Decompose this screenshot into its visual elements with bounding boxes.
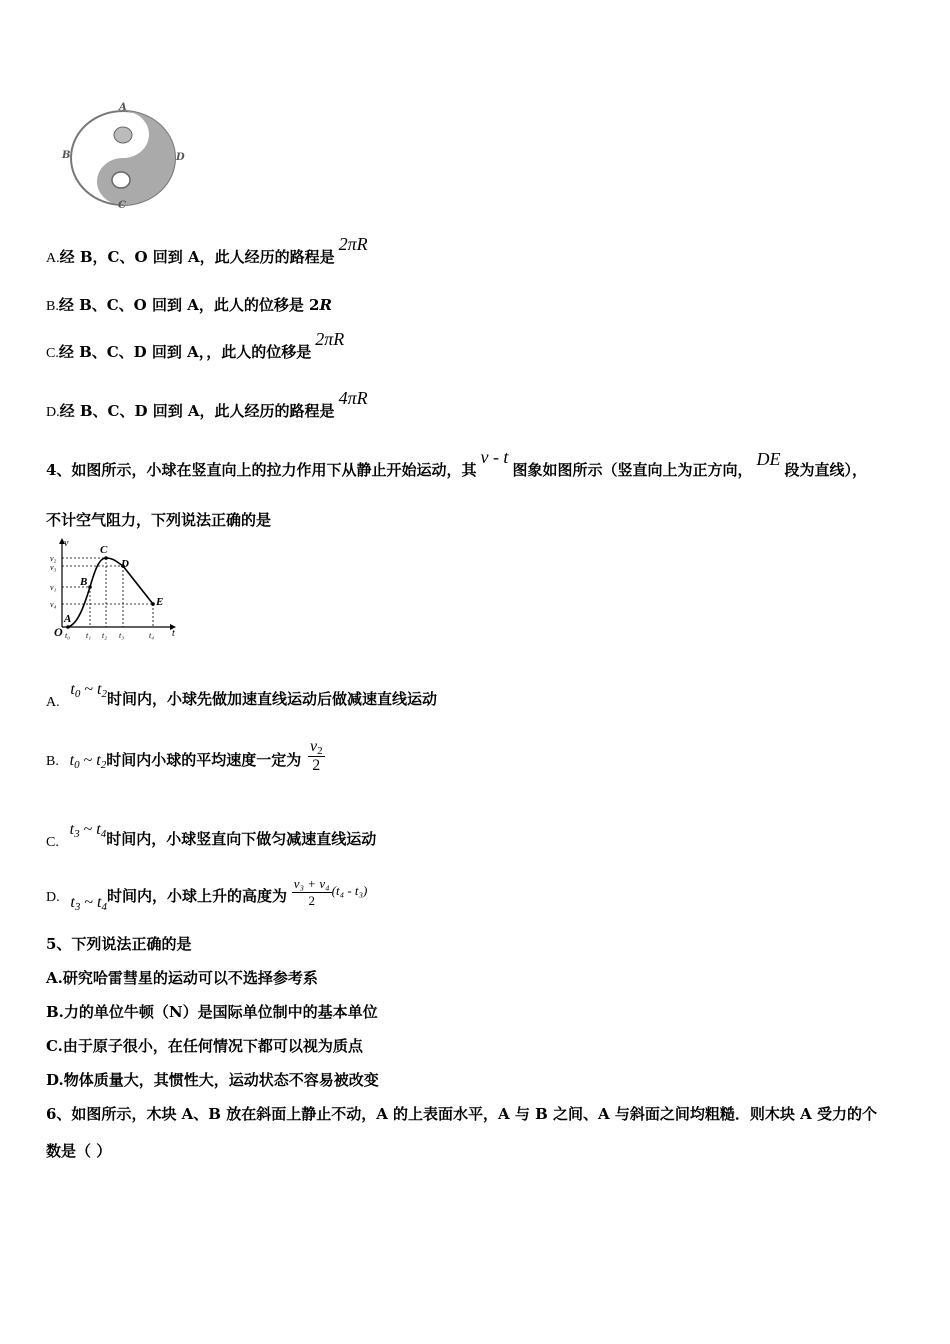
q3-option-b: B.经 B、C、O 回到 A，此人的位移是 2R [46, 296, 332, 314]
tick-t3: t₃ [119, 631, 125, 640]
q5-option-c: C.由于原子很小，在任何情况下都可以视为质点 [46, 1037, 363, 1055]
label-c: C [118, 200, 126, 211]
q5-option-b: B.力的单位牛顿（N）是国际单位制中的基本单位 [46, 1003, 378, 1021]
q6-stem-line1: 6、如图所示，木块 A、B 放在斜面上静止不动，A 的上表面水平，A 与 B 之间、A 与斜面之间均粗糙．则木块 A 受力的个 [46, 1105, 877, 1123]
yinyang-figure [58, 100, 193, 215]
axis-t-label: t [172, 628, 175, 639]
fraction-v2-over-2: $\frac{v2}{2}$ [309, 738, 323, 774]
vt-graph [48, 536, 178, 642]
tick-v2: v₂ [50, 554, 57, 563]
q5-option-d: D.物体质量大，其惯性大，运动状态不容易被改变 [46, 1071, 379, 1089]
q4-stem-line2: 不计空气阻力，下列说法正确的是 [46, 511, 272, 529]
tick-t2: t₂ [102, 631, 108, 640]
point-c-label: C [100, 544, 108, 556]
q3-option-c: C.经 B、C、D 回到 A，，此人的位移是2πR [46, 329, 345, 361]
q4-stem-line1: 4、如图所示，小球在竖直向上的拉力作用下从静止开始运动，其v - t图象如图所示（竖直向上为正方向，DE段为直线）， [46, 447, 867, 479]
q4-option-a: A. t0 ~ t2时间内，小球先做加速直线运动后做减速直线运动 [46, 681, 437, 710]
label-a: A [119, 102, 127, 113]
tick-v3: v₃ [50, 563, 57, 572]
math-2pir: 2πR [338, 234, 368, 254]
point-b-label: B [80, 576, 88, 588]
fraction-height: $\frac{\text{v₃ + v₄}}{2}$ [293, 876, 330, 908]
q5-stem: 5、下列说法正确的是 [46, 935, 192, 953]
q6-stem-line2: 数是（ ） [46, 1142, 112, 1160]
label-d: D [176, 152, 185, 163]
q3-option-d: D.经 B、C、D 回到 A，此人经历的路程是4πR [46, 388, 368, 420]
q4-option-b: B. t0 ~ t2时间内小球的平均速度一定为 $\frac{v2}{2}$ [46, 738, 323, 774]
origin-label: O [54, 625, 63, 639]
tick-t1: t₁ [86, 631, 92, 640]
axis-v-label: v [64, 538, 69, 549]
tick-v1: v₁ [50, 583, 57, 592]
point-a-label: A [64, 613, 72, 625]
q4-option-c: C. t3 ~ t4时间内，小球竖直向下做匀减速直线运动 [46, 821, 377, 850]
tick-v4: v₄ [50, 600, 57, 609]
q3-option-a: A.经 B，C、O 回到 A，此人经历的路程是2πR [46, 234, 368, 266]
tick-t0: t₀ [65, 631, 71, 640]
q4-option-d: D. t3 ~ t4时间内，小球上升的高度为 $\frac{\text{v₃ + v₄}}{2}$ (t₄ - t₃) [46, 876, 368, 913]
label-b: B [62, 150, 71, 161]
q5-option-a: A.研究哈雷彗星的运动可以不选择参考系 [46, 969, 318, 987]
tick-t4: t₄ [149, 631, 155, 640]
point-e-label: E [156, 596, 164, 608]
point-d-label: D [121, 558, 129, 570]
